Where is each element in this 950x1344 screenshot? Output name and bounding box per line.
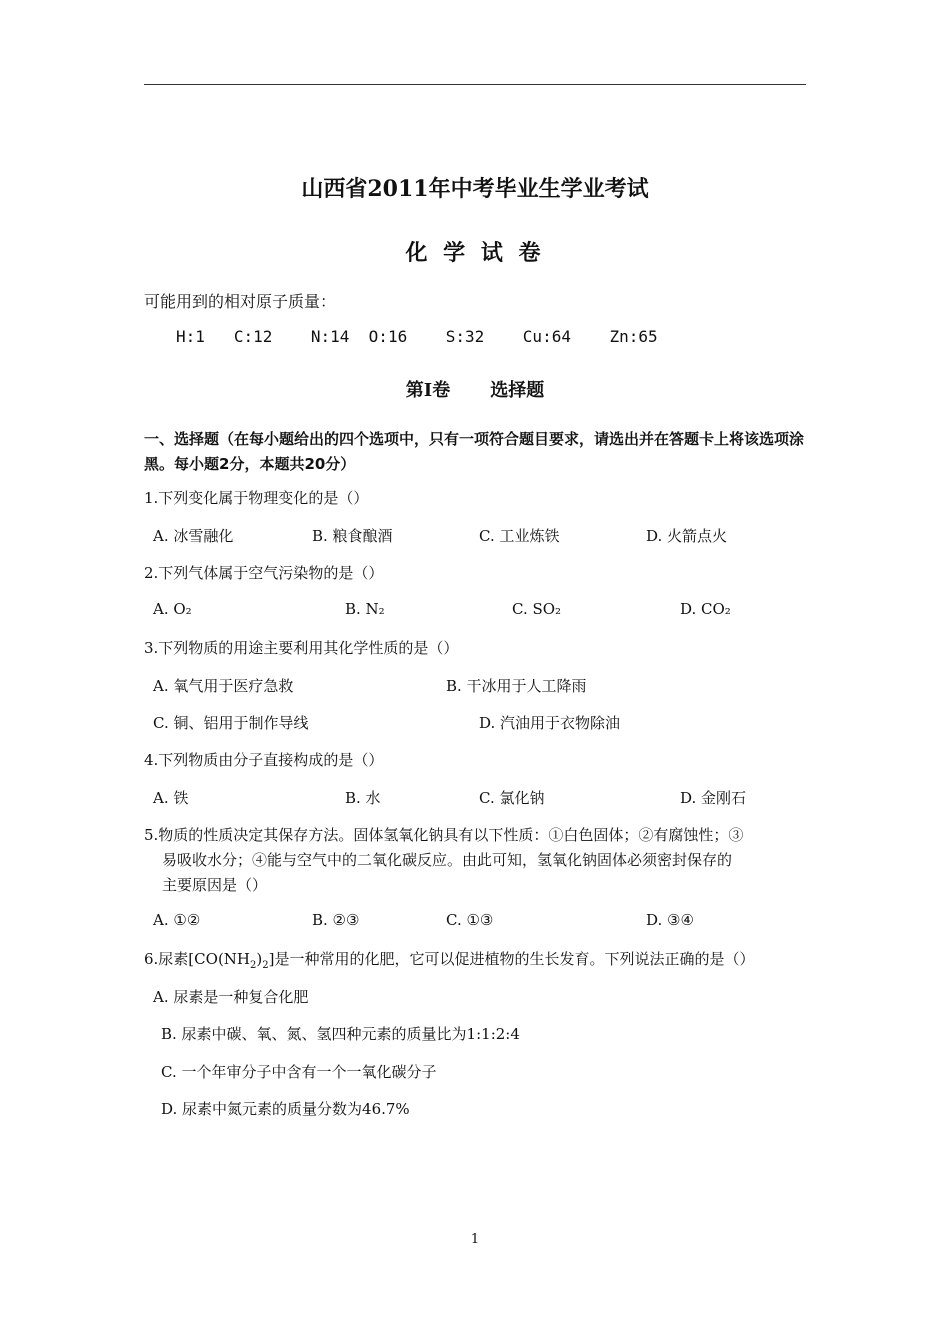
question-2-stem: 2.下列气体属于空气污染物的是（） — [144, 564, 384, 582]
header-rule — [144, 84, 806, 85]
section-heading — [0, 376, 950, 402]
q6-stem-part: ) — [256, 950, 263, 968]
question-5-stem — [144, 823, 808, 898]
q5-stem-line-1: 5.物质的性质决定其保存方法。固体氢氧化钠具有以下性质：①白色固体；②有腐蚀性；③ — [144, 826, 744, 844]
mass-s: S:32 — [445, 327, 485, 346]
question-3-stem: 3.下列物质的用途主要利用其化学性质的是（） — [144, 639, 459, 657]
q3-option-d: D. 汽油用于衣物除油 — [479, 714, 621, 732]
page-number: 1 — [470, 1232, 480, 1247]
q4-option-b: B. 水 — [345, 789, 381, 807]
section-instructions: 一、选择题（在每小题给出的四个选项中，只有一项符合题目要求，请选出并在答题卡上将该选项涂黑。每小题2分，本题共20分） — [144, 430, 805, 473]
q3-option-a: A. 氧气用于医疗急救 — [153, 677, 294, 695]
q1-option-b: B. 粮食酿酒 — [312, 527, 393, 545]
q2-option-b: B. N₂ — [345, 600, 385, 618]
q3-option-b: B. 干冰用于人工降雨 — [446, 677, 587, 695]
q6-option-c: C. 一个年审分子中含有一个一氧化碳分子 — [161, 1063, 437, 1081]
q5-option-a: A. ①② — [153, 911, 201, 929]
q2-option-c: C. SO₂ — [512, 600, 562, 618]
q5-option-b: B. ②③ — [312, 911, 360, 929]
section-part: 第Ⅰ卷 — [405, 380, 451, 401]
q5-option-d: D. ③④ — [646, 911, 694, 929]
q5-option-c: C. ①③ — [446, 911, 494, 929]
q6-stem-sub: 2 — [262, 960, 269, 971]
exam-subtitle: 化 学 试 卷 — [405, 240, 545, 266]
q1-option-c: C. 工业炼铁 — [479, 527, 560, 545]
atomic-mass-list — [176, 327, 658, 346]
mass-o: O:16 — [368, 327, 408, 346]
q6-stem-part: ]是一种常用的化肥，它可以促进植物的生长发育。下列说法正确的是（） — [268, 950, 755, 968]
q2-option-d: D. CO₂ — [680, 600, 731, 618]
mass-zn: Zn:65 — [609, 327, 658, 346]
mass-h: H:1 — [176, 327, 205, 346]
q3-option-c: C. 铜、铝用于制作导线 — [153, 714, 309, 732]
question-1-stem: 1.下列变化属于物理变化的是（） — [144, 489, 369, 507]
q1-option-a: A. 冰雪融化 — [153, 527, 234, 545]
q6-option-b: B. 尿素中碳、氧、氮、氢四种元素的质量比为1:1:2:4 — [161, 1025, 520, 1043]
q4-option-d: D. 金刚石 — [680, 789, 747, 807]
q6-stem-sub: 2 — [250, 960, 257, 971]
q6-stem-part: 6.尿素[CO(NH — [144, 950, 250, 968]
q6-option-d: D. 尿素中氮元素的质量分数为46.7% — [161, 1100, 410, 1118]
q6-option-a: A. 尿素是一种复合化肥 — [153, 988, 309, 1006]
question-6-stem — [144, 948, 754, 971]
mass-cu: Cu:64 — [522, 327, 571, 346]
question-4-stem: 4.下列物质由分子直接构成的是（） — [144, 751, 384, 769]
q4-option-c: C. 氯化钠 — [479, 789, 545, 807]
mass-n: N:14 — [310, 327, 350, 346]
q2-option-a: A. O₂ — [153, 600, 192, 618]
q5-stem-line-2: 易吸收水分；④能与空气中的二氧化碳反应。由此可知，氢氧化钠固体必须密封保存的 — [162, 851, 733, 869]
atomic-mass-label: 可能用到的相对原子质量： — [144, 292, 337, 311]
q4-option-a: A. 铁 — [153, 789, 189, 807]
exam-title: 山西省2011年中考毕业生学业考试 — [301, 176, 649, 202]
mass-c: C:12 — [233, 327, 273, 346]
section-name: 选择题 — [490, 380, 545, 401]
q5-stem-line-3: 主要原因是（） — [162, 876, 268, 894]
q1-option-d: D. 火箭点火 — [646, 527, 728, 545]
